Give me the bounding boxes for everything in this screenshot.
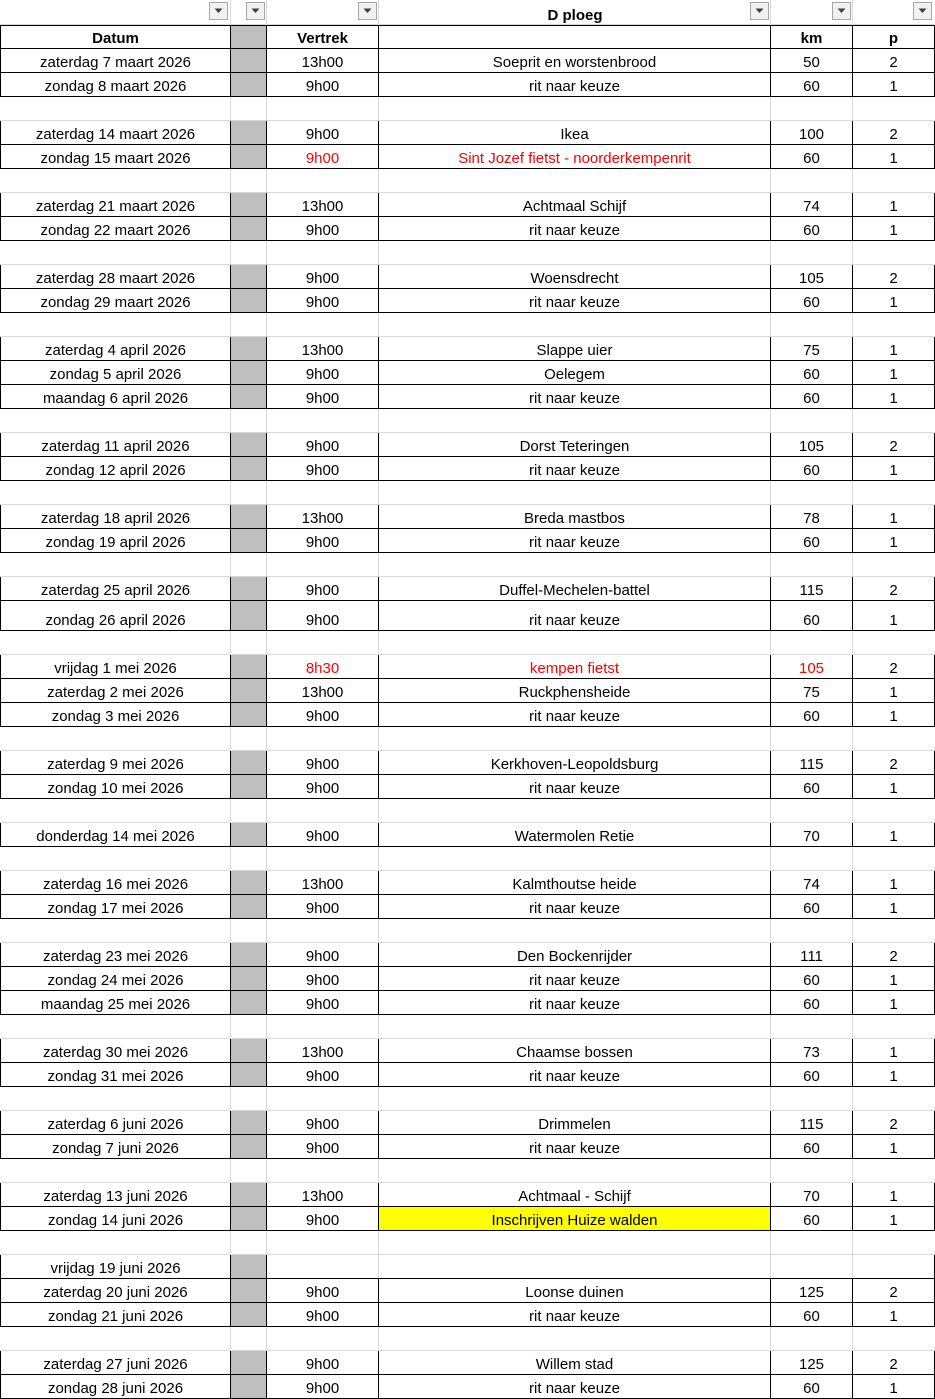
cell-km: 75: [771, 679, 853, 703]
cell-p: 2: [853, 49, 935, 73]
cell-marker: [231, 943, 267, 967]
cell-date: zaterdag 4 april 2026: [0, 337, 231, 361]
cell-time: 9h00: [267, 775, 379, 799]
cell-time: 9h00: [267, 433, 379, 457]
cell-km: 78: [771, 505, 853, 529]
cell-route: Achtmaal - Schijf: [379, 1183, 771, 1207]
cell-route: rit naar keuze: [379, 1375, 771, 1399]
cell-marker: [231, 679, 267, 703]
cell-route: rit naar keuze: [379, 1303, 771, 1327]
column-title-route: D ploeg: [547, 7, 603, 24]
filter-dropdown-button[interactable]: [246, 2, 265, 20]
cell-time: 9h00: [267, 217, 379, 241]
cell-date: zaterdag 11 april 2026: [0, 433, 231, 457]
cell-time: 13h00: [267, 679, 379, 703]
cell-date: zaterdag 27 juni 2026: [0, 1351, 231, 1375]
cell-route: Drimmelen: [379, 1111, 771, 1135]
cell-date: zondag 10 mei 2026: [0, 775, 231, 799]
cell-date: zondag 29 maart 2026: [0, 289, 231, 313]
cell-km: 60: [771, 529, 853, 553]
header-route: [379, 25, 771, 49]
cell-date: zaterdag 16 mei 2026: [0, 871, 231, 895]
cell-km: 60: [771, 457, 853, 481]
cell-marker: [231, 145, 267, 169]
cell-time: 9h00: [267, 1303, 379, 1327]
cell-km: 60: [771, 1303, 853, 1327]
header-vertrek: Vertrek: [267, 25, 379, 49]
cell-route: rit naar keuze: [379, 967, 771, 991]
cell-date: maandag 25 mei 2026: [0, 991, 231, 1015]
cell-marker: [231, 775, 267, 799]
cell-time: 9h00: [267, 967, 379, 991]
cell-time: 9h00: [267, 1135, 379, 1159]
cell-marker: [231, 457, 267, 481]
cell-route: Dorst Teteringen: [379, 433, 771, 457]
cell-time: 9h00: [267, 1351, 379, 1375]
cell-marker: [231, 505, 267, 529]
cell-p: 2: [853, 265, 935, 289]
cell-route: rit naar keuze: [379, 991, 771, 1015]
cell-km: 60: [771, 1135, 853, 1159]
cell-p: 1: [853, 145, 935, 169]
cell-time: 9h00: [267, 1207, 379, 1231]
cell-date: zondag 31 mei 2026: [0, 1063, 231, 1087]
cell-p: 1: [853, 337, 935, 361]
cell-km: 105: [771, 265, 853, 289]
chevron-down-icon: [251, 8, 260, 14]
filter-dropdown-button[interactable]: [913, 2, 932, 20]
cell-time: 9h00: [267, 1063, 379, 1087]
cell-time: 13h00: [267, 505, 379, 529]
cell-date: zondag 3 mei 2026: [0, 703, 231, 727]
cell-date: maandag 6 april 2026: [0, 385, 231, 409]
cell-time: 9h00: [267, 265, 379, 289]
cell-km: 60: [771, 289, 853, 313]
cell-route: rit naar keuze: [379, 529, 771, 553]
cell-p: 1: [853, 193, 935, 217]
cell-km: 73: [771, 1039, 853, 1063]
cell-time: 9h00: [267, 577, 379, 601]
cell-km: 74: [771, 871, 853, 895]
cell-marker: [231, 1207, 267, 1231]
cell-marker: [231, 1279, 267, 1303]
cell-marker: [231, 265, 267, 289]
cell-date: zaterdag 20 juni 2026: [0, 1279, 231, 1303]
cell-km: 60: [771, 967, 853, 991]
cell-km: 60: [771, 385, 853, 409]
cell-marker: [231, 361, 267, 385]
cell-time: 8h30: [267, 655, 379, 679]
cell-p: 1: [853, 1039, 935, 1063]
cell-route: rit naar keuze: [379, 775, 771, 799]
cell-time: 13h00: [267, 49, 379, 73]
cell-date: zondag 8 maart 2026: [0, 73, 231, 97]
cell-km: 60: [771, 775, 853, 799]
cell-km: 60: [771, 217, 853, 241]
cell-route: Den Bockenrijder: [379, 943, 771, 967]
cell-route: Duffel-Mechelen-battel: [379, 577, 771, 601]
cell-km: 60: [771, 895, 853, 919]
cell-km: 60: [771, 1063, 853, 1087]
cell-p: 2: [853, 1351, 935, 1375]
cell-time: 9h00: [267, 361, 379, 385]
cell-time: 13h00: [267, 337, 379, 361]
cell-marker: [231, 289, 267, 313]
cell-time: 9h00: [267, 1279, 379, 1303]
cell-marker: [231, 751, 267, 775]
cell-date: zaterdag 2 mei 2026: [0, 679, 231, 703]
cell-marker: [231, 1183, 267, 1207]
cell-marker: [231, 895, 267, 919]
cell-km: 70: [771, 823, 853, 847]
cell-p: 2: [853, 655, 935, 679]
cell-date: zaterdag 23 mei 2026: [0, 943, 231, 967]
cell-p: 2: [853, 1111, 935, 1135]
cell-km: 100: [771, 121, 853, 145]
cell-merged-empty: [267, 1255, 935, 1279]
cell-km: 111: [771, 943, 853, 967]
cell-date: zaterdag 30 mei 2026: [0, 1039, 231, 1063]
cell-date: zondag 15 maart 2026: [0, 145, 231, 169]
cell-marker: [231, 1351, 267, 1375]
cell-marker: [231, 577, 267, 601]
cell-km: 60: [771, 601, 853, 631]
cell-route: rit naar keuze: [379, 217, 771, 241]
cell-p: 1: [853, 529, 935, 553]
cell-p: 2: [853, 1279, 935, 1303]
cell-route: rit naar keuze: [379, 895, 771, 919]
cell-route: Achtmaal Schijf: [379, 193, 771, 217]
cell-date: vrijdag 19 juni 2026: [0, 1255, 231, 1279]
cell-route: Breda mastbos: [379, 505, 771, 529]
cell-p: 1: [853, 505, 935, 529]
cell-date: zaterdag 9 mei 2026: [0, 751, 231, 775]
cell-p: 2: [853, 433, 935, 457]
cell-time: 9h00: [267, 1111, 379, 1135]
cell-marker: [231, 703, 267, 727]
cell-time: 9h00: [267, 895, 379, 919]
cell-marker: [231, 1375, 267, 1399]
cell-km: 60: [771, 361, 853, 385]
cell-route: Kerkhoven-Leopoldsburg: [379, 751, 771, 775]
cell-marker: [231, 1063, 267, 1087]
cell-date: zondag 7 juni 2026: [0, 1135, 231, 1159]
cell-p: 1: [853, 1135, 935, 1159]
cell-p: 1: [853, 679, 935, 703]
cell-time: 9h00: [267, 289, 379, 313]
cell-route: Watermolen Retie: [379, 823, 771, 847]
cell-date: vrijdag 1 mei 2026: [0, 655, 231, 679]
cell-date: zondag 24 mei 2026: [0, 967, 231, 991]
cell-date: zondag 19 april 2026: [0, 529, 231, 553]
cell-marker: [231, 529, 267, 553]
cell-time: 9h00: [267, 1375, 379, 1399]
cell-date: zaterdag 21 maart 2026: [0, 193, 231, 217]
cell-route: Willem stad: [379, 1351, 771, 1375]
cell-route: Ruckphensheide: [379, 679, 771, 703]
cell-date: zondag 26 april 2026: [0, 601, 231, 631]
filter-dropdown-button[interactable]: [832, 2, 851, 20]
cell-time: 9h00: [267, 751, 379, 775]
cell-route: Loonse duinen: [379, 1279, 771, 1303]
cell-date: zaterdag 14 maart 2026: [0, 121, 231, 145]
cell-marker: [231, 1303, 267, 1327]
cell-route: rit naar keuze: [379, 1135, 771, 1159]
cell-p: 1: [853, 361, 935, 385]
filter-dropdown-button[interactable]: [750, 2, 769, 20]
cell-time: 13h00: [267, 193, 379, 217]
cell-date: zondag 5 april 2026: [0, 361, 231, 385]
cell-date: zaterdag 13 juni 2026: [0, 1183, 231, 1207]
cell-km: 74: [771, 193, 853, 217]
cell-route: rit naar keuze: [379, 703, 771, 727]
cell-date: zaterdag 18 april 2026: [0, 505, 231, 529]
cell-marker: [231, 991, 267, 1015]
cell-marker: [231, 823, 267, 847]
cell-p: 1: [853, 601, 935, 631]
cell-time: 9h00: [267, 457, 379, 481]
cell-marker: [231, 73, 267, 97]
cell-p: 1: [853, 1207, 935, 1231]
cell-route: rit naar keuze: [379, 73, 771, 97]
cell-marker: [231, 1111, 267, 1135]
cell-km: 125: [771, 1351, 853, 1375]
cell-time: 9h00: [267, 823, 379, 847]
chevron-down-icon: [363, 8, 372, 14]
cell-route: rit naar keuze: [379, 601, 771, 631]
cell-marker: [231, 49, 267, 73]
cell-p: 1: [853, 217, 935, 241]
cell-km: 60: [771, 145, 853, 169]
cell-date: donderdag 14 mei 2026: [0, 823, 231, 847]
header-km: km: [771, 25, 853, 49]
cell-km: 60: [771, 1375, 853, 1399]
cell-p: 1: [853, 73, 935, 97]
cell-p: 2: [853, 751, 935, 775]
cell-route: rit naar keuze: [379, 1063, 771, 1087]
cell-time: 13h00: [267, 1039, 379, 1063]
cell-time: 9h00: [267, 703, 379, 727]
cell-km: 115: [771, 1111, 853, 1135]
chevron-down-icon: [918, 8, 927, 14]
cell-km: 60: [771, 73, 853, 97]
cell-marker: [231, 1255, 267, 1279]
cell-date: zondag 14 juni 2026: [0, 1207, 231, 1231]
cell-time: 9h00: [267, 145, 379, 169]
cell-route: rit naar keuze: [379, 289, 771, 313]
cell-km: 105: [771, 655, 853, 679]
cell-km: 60: [771, 703, 853, 727]
cell-route: Ikea: [379, 121, 771, 145]
cell-date: zaterdag 28 maart 2026: [0, 265, 231, 289]
cell-route: Soeprit en worstenbrood: [379, 49, 771, 73]
header-p: p: [853, 25, 935, 49]
cell-marker: [231, 967, 267, 991]
cell-marker: [231, 871, 267, 895]
cell-marker: [231, 121, 267, 145]
cell-time: 9h00: [267, 943, 379, 967]
cell-time: 9h00: [267, 601, 379, 631]
cell-time: 9h00: [267, 529, 379, 553]
cell-p: 1: [853, 895, 935, 919]
cell-marker: [231, 217, 267, 241]
cell-km: 70: [771, 1183, 853, 1207]
cell-date: zondag 28 juni 2026: [0, 1375, 231, 1399]
cell-km: 115: [771, 751, 853, 775]
cell-time: 9h00: [267, 385, 379, 409]
cell-p: 1: [853, 1303, 935, 1327]
cell-p: 2: [853, 943, 935, 967]
cell-marker: [231, 655, 267, 679]
cell-p: 1: [853, 703, 935, 727]
cell-date: zondag 21 juni 2026: [0, 1303, 231, 1327]
cell-time: 9h00: [267, 121, 379, 145]
cell-date: zaterdag 7 maart 2026: [0, 49, 231, 73]
cell-p: 1: [853, 289, 935, 313]
cell-km: 60: [771, 991, 853, 1015]
cell-date: zaterdag 6 juni 2026: [0, 1111, 231, 1135]
cell-route: Oelegem: [379, 361, 771, 385]
cell-p: 1: [853, 385, 935, 409]
cell-km: 105: [771, 433, 853, 457]
cell-route: rit naar keuze: [379, 385, 771, 409]
cell-date: zondag 17 mei 2026: [0, 895, 231, 919]
cell-route: Woensdrecht: [379, 265, 771, 289]
cell-km: 75: [771, 337, 853, 361]
cell-marker: [231, 1039, 267, 1063]
cell-marker: [231, 193, 267, 217]
filter-dropdown-button[interactable]: [358, 2, 377, 20]
cell-km: 115: [771, 577, 853, 601]
cell-route: Inschrijven Huize walden: [379, 1207, 771, 1231]
header-datum: Datum: [0, 25, 231, 49]
cell-marker: [231, 385, 267, 409]
cell-route: Sint Jozef fietst - noorderkempenrit: [379, 145, 771, 169]
cell-km: 50: [771, 49, 853, 73]
cell-p: 1: [853, 1183, 935, 1207]
cell-p: 2: [853, 121, 935, 145]
cell-p: 1: [853, 967, 935, 991]
cell-time: 9h00: [267, 73, 379, 97]
cell-marker: [231, 1135, 267, 1159]
cell-route: Kalmthoutse heide: [379, 871, 771, 895]
cell-route: kempen fietst: [379, 655, 771, 679]
cell-marker: [231, 433, 267, 457]
chevron-down-icon: [214, 8, 223, 14]
cell-route: Chaamse bossen: [379, 1039, 771, 1063]
cell-p: 1: [853, 823, 935, 847]
cell-time: 9h00: [267, 991, 379, 1015]
chevron-down-icon: [755, 8, 764, 14]
cell-route: rit naar keuze: [379, 457, 771, 481]
cell-date: zondag 12 april 2026: [0, 457, 231, 481]
chevron-down-icon: [837, 8, 846, 14]
cell-p: 1: [853, 1375, 935, 1399]
cell-p: 1: [853, 457, 935, 481]
cell-p: 1: [853, 1063, 935, 1087]
cell-marker: [231, 601, 267, 631]
cell-p: 1: [853, 775, 935, 799]
cell-p: 1: [853, 991, 935, 1015]
cell-km: 125: [771, 1279, 853, 1303]
cell-date: zaterdag 25 april 2026: [0, 577, 231, 601]
filter-dropdown-button[interactable]: [209, 2, 228, 20]
cell-route: Slappe uier: [379, 337, 771, 361]
header-blank: [231, 25, 267, 49]
cell-p: 1: [853, 871, 935, 895]
cell-time: 13h00: [267, 1183, 379, 1207]
cell-date: zondag 22 maart 2026: [0, 217, 231, 241]
cell-marker: [231, 337, 267, 361]
cell-time: 13h00: [267, 871, 379, 895]
cell-p: 2: [853, 577, 935, 601]
cell-km: 60: [771, 1207, 853, 1231]
